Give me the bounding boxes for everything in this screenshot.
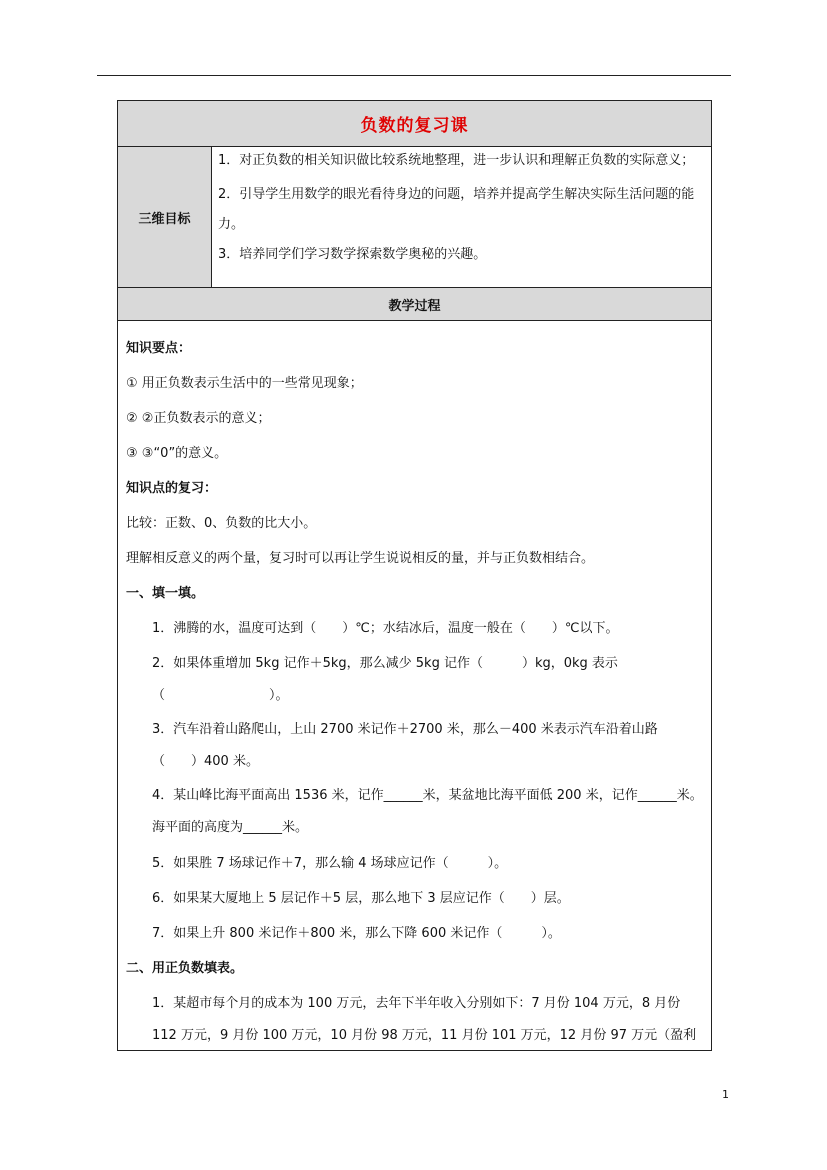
goals-content bbox=[212, 147, 711, 287]
goals-label: 三维目标 bbox=[118, 147, 212, 287]
question-6: 6．如果某大厦地上 5 层记作＋5 层，那么地下 3 层应记作（ ）层。 bbox=[152, 891, 570, 906]
question-3: 3．汽车沿着山路爬山，上山 2700 米记作＋2700 米，那么－400 米表示汽车沿着山路（ ）400 米。 bbox=[152, 722, 658, 769]
knowledge-heading: 知识要点： bbox=[126, 341, 192, 356]
review-line: 理解相反意义的两个量，复习时可以再让学生说说相反的量，并与正负数相结合。 bbox=[126, 551, 595, 566]
question-2: 2．如果体重增加 5kg 记作＋5kg，那么减少 5kg 记作（ ）kg，0kg 表示（ ）。 bbox=[152, 656, 618, 703]
goals-row bbox=[118, 147, 711, 288]
page-number: 1 bbox=[722, 1088, 729, 1101]
review-heading: 知识点的复习： bbox=[126, 481, 218, 496]
process-header: 教学过程 bbox=[118, 288, 711, 321]
header-rule bbox=[97, 75, 731, 76]
question-1: 1．沸腾的水，温度可达到（ ）℃；水结冰后，温度一般在（ ）℃以下。 bbox=[152, 621, 619, 636]
title-row bbox=[118, 101, 711, 147]
goal-item: 3．培养同学们学习数学探索数学奥秘的兴趣。 bbox=[218, 247, 487, 262]
process-content bbox=[118, 321, 711, 1050]
knowledge-point: ② ②正负数表示的意义； bbox=[126, 411, 271, 426]
lesson-table bbox=[117, 100, 712, 1051]
goal-item: 2．引导学生用数学的眼光看待身边的问题，培养并提高学生解决实际生活问题的能力。 bbox=[218, 187, 695, 232]
goal-item: 1．对正负数的相关知识做比较系统地整理，进一步认识和理解正负数的实际意义； bbox=[218, 153, 695, 168]
page-title: 负数的复习课 bbox=[360, 116, 469, 136]
knowledge-point: ① 用正负数表示生活中的一些常见现象； bbox=[126, 376, 363, 391]
question-7: 7．如果上升 800 米记作＋800 米，那么下降 600 米记作（ ）。 bbox=[152, 926, 561, 941]
review-line: 比较：正数、0、负数的比大小。 bbox=[126, 516, 317, 531]
question-5: 5．如果胜 7 场球记作＋7，那么输 4 场球应记作（ ）。 bbox=[152, 856, 508, 871]
section1-heading: 一、填一填。 bbox=[126, 586, 205, 601]
question-4: 4．某山峰比海平面高出 1536 米，记作______米，某盆地比海平面低 200 米，记作______米。海平面的高度为______米。 bbox=[152, 788, 703, 835]
knowledge-point: ③ ③“0”的意义。 bbox=[126, 446, 228, 461]
section2-question-1: 1．某超市每个月的成本为 100 万元，去年下半年收入分别如下：7 月份 104 万元，8 月份 112 万元，9 月份 100 万元，10 月份 98 万元，11 月份 101 万元，12 月份 97 万元（盈利 bbox=[152, 996, 697, 1043]
section2-heading: 二、用正负数填表。 bbox=[126, 961, 244, 976]
